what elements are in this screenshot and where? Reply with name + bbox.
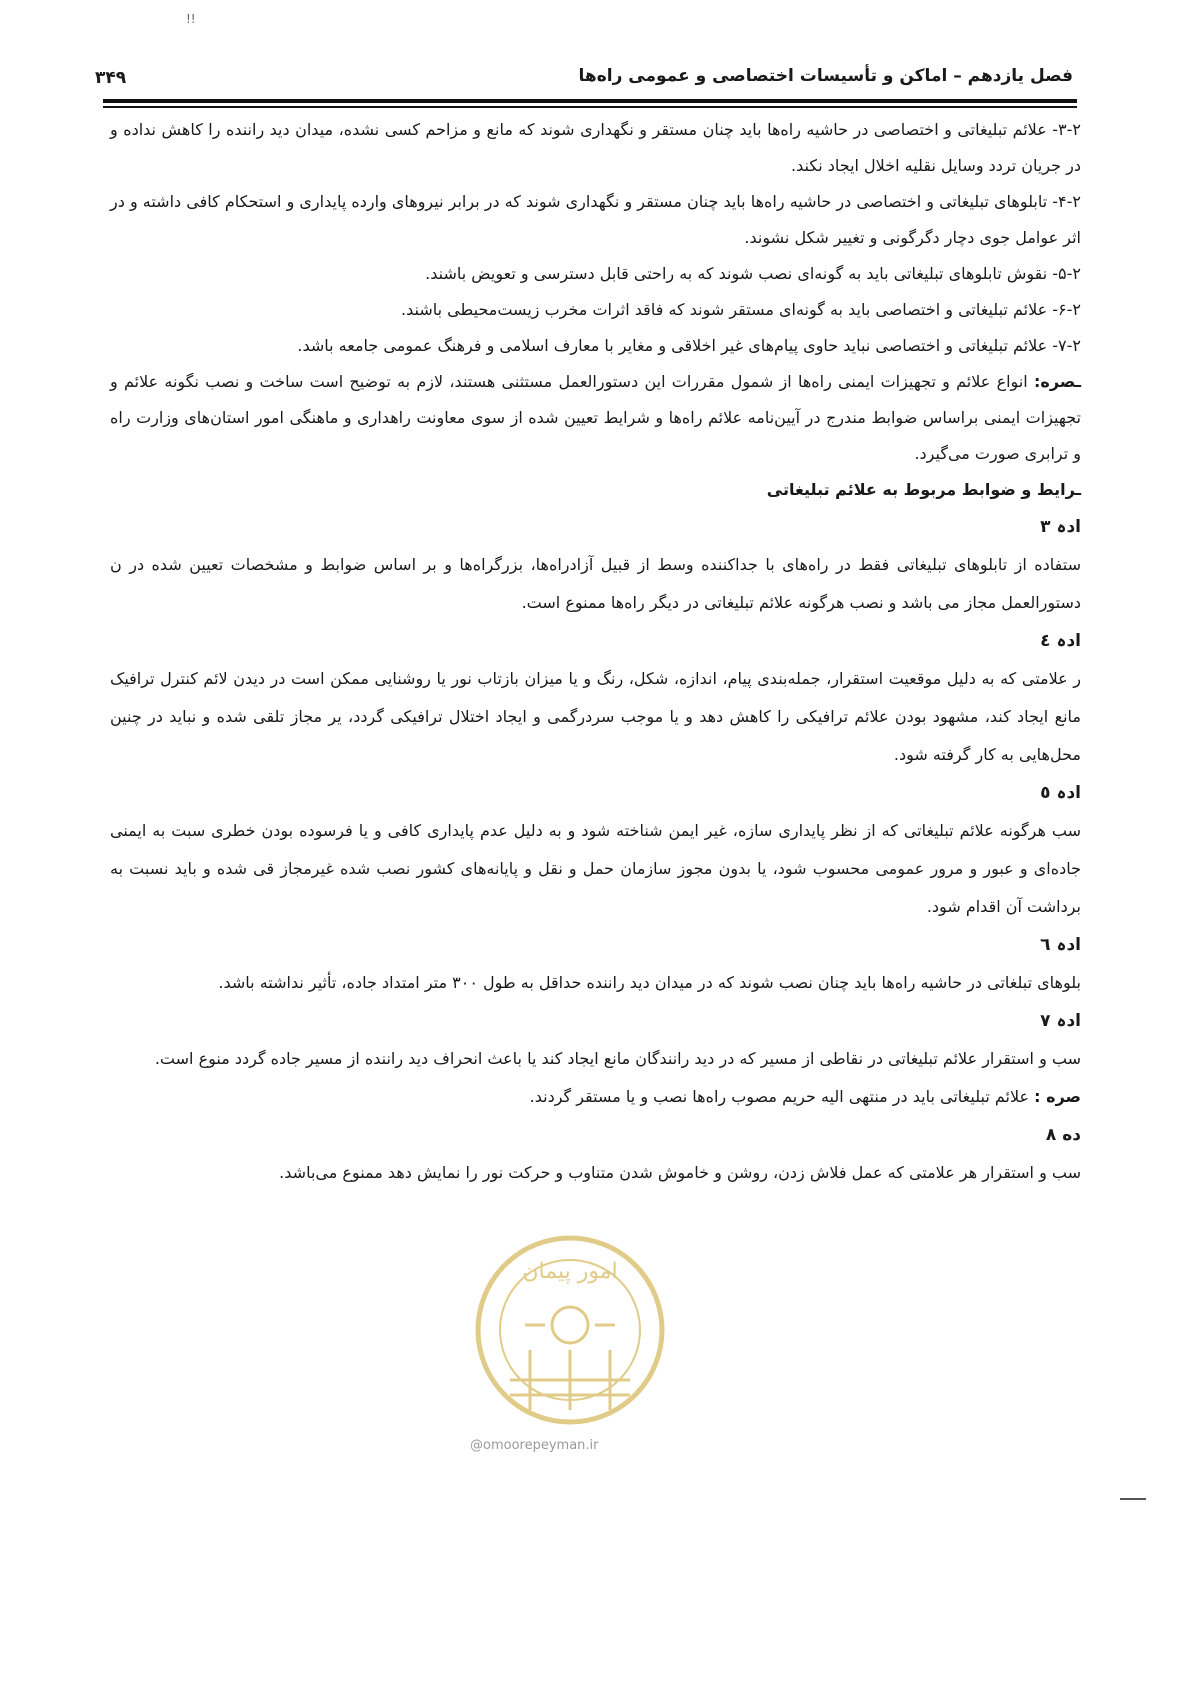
- header-rule-thick: [103, 99, 1077, 103]
- note-label: ـصره:: [1033, 372, 1081, 391]
- article-title: ادہ ٧: [1040, 1011, 1081, 1031]
- list-item: ۷-۲- علائم تبلیغاتی و اختصاصی نباید حاوی پیام‌های غیر اخلاقی و مغایر با معارف اسلامی و فرهنگ عمومی جامعه باشد.: [297, 336, 1081, 355]
- section-heading: ـرایط و ضوابط مربوط به علائم تبلیغاتی: [766, 480, 1081, 499]
- article-title: ادہ ٦: [1040, 935, 1081, 955]
- list-item: ۵-۲- نقوش تابلوهای تبلیغاتی باید به گونه‌ای نصب شوند که به راحتی قابل دسترسی و تعویض باشند.: [425, 264, 1081, 283]
- list-item: ۶-۲- علائم تبلیغاتی و اختصاصی باید به گونه‌ای مستقر شوند که فاقد اثرات مخرب زیست‌محیطی باشند.: [401, 300, 1081, 319]
- note-text: علائم تبلیغاتی باید در منتهی الیه حریم مصوب راه‌ها نصب و یا مستقر گردند.: [529, 1087, 1035, 1106]
- list-item: ۳-۲- علائم تبلیغاتی و اختصاصی در حاشیه راه‌ها باید چنان مستقر و نگهداری شوند که مانع و مزاحم کسی نشده، میدان دید راننده را کاهش نداده و در جریان تردد وسایل نقلیه اخلال ایجاد نکند.: [110, 120, 1081, 175]
- edge-mark: [1120, 1498, 1146, 1500]
- article-title: ادہ ۳: [1040, 517, 1081, 537]
- list-item: ۴-۲- تابلوهای تبلیغاتی و اختصاصی در حاشیه راه‌ها باید چنان مستقر و نگهداری شوند که در برابر نیروهای وارده پایداری و استحکام کافی داشته و در اثر عوامل جوی دچار دگرگونی و تغییر شکل نشوند.: [110, 192, 1081, 247]
- scan-mark: !!: [186, 12, 196, 26]
- page-content: [110, 112, 1081, 1192]
- note-label: صره :: [1034, 1087, 1081, 1106]
- note-paragraph: [110, 1078, 1081, 1116]
- article-body: بلوهای تبلغاتی در حاشیه راه‌ها باید چنان نصب شوند که در میدان دید راننده حداقل به طول ۳۰۰ متر امتداد جاده، تأثیر نداشته باشد.: [218, 973, 1081, 992]
- article-body: سب و استقرار هر علامتی که عمل فلاش زدن، روشن و خاموش شدن متناوب و حرکت نور را نمایش دهد ممنوع می‌باشد.: [279, 1163, 1081, 1182]
- article-body: سب هرگونه علائم تبلیغاتی که از نظر پایداری سازه، غیر ایمن شناخته شود و به دلیل عدم پایداری کافی و یا فرسوده بودن خطری سبت به ایمنی جاده‌ای و عبور و مرور عمومی محسوب شود، یا بدون مجوز سازمان حمل و نقل و پایانه‌های کشور نصب شده غیرمجاز قی شده و باید نسبت به برداشت آن اقدام شود.: [110, 821, 1081, 916]
- article-title: ده ۸: [1045, 1125, 1081, 1145]
- note-paragraph: [110, 364, 1081, 472]
- article-body: سب و استقرار علائم تبلیغاتی در نقاطی از مسیر که در دید رانندگان مانع ایجاد کند یا باعث انحراف دید راننده از مسیر جاده گردد منوع است.: [154, 1049, 1081, 1068]
- watermark-stamp-icon: [470, 1230, 670, 1430]
- page-header: [95, 66, 1073, 100]
- page-number: ۳۴۹: [95, 68, 127, 88]
- note-text: انواع علائم و تجهیزات ایمنی راه‌ها از شمول مقررات این دستورالعمل مستثنی هستند، لازم به توضیح است ساخت و نصب نگونه علائم و تجهیزات ایمنی براساس ضوابط مندرج در آیین‌نامه علائم راه‌ها و شرایط تعیین شده از سوی معاونت راهداری و ماهنگی امور استان‌های وزارت راه و ترابری صورت می‌گیرد.: [110, 372, 1081, 463]
- chapter-title: فصل یازدهم – اماکن و تأسیسات اختصاصی و عمومی راه‌ها: [578, 66, 1073, 86]
- article-title: ادہ ٤: [1040, 631, 1081, 651]
- stamp-text: امور پیمان: [522, 1259, 618, 1284]
- watermark-site: @omoorepeyman.ir: [470, 1438, 599, 1453]
- header-rule-thin: [103, 106, 1077, 108]
- article-body: ر علامتی که به دلیل موقعیت استقرار، جمله‌بندی پیام، اندازه، شکل، رنگ و یا میزان بازتاب نور یا روشنایی ممکن است در دیدن لائم کنترل ترافیک مانع ایجاد کند، مشهود بودن علائم ترافیکی را کاهش دهد و یا موجب سردرگمی و ایجاد اختلال ترافیکی گردد، یر مجاز تلقی شده و نباید در چنین محل‌هایی به کار گرفته شود.: [110, 669, 1081, 764]
- article-body: ستفاده از تابلوهای تبلیغاتی فقط در راه‌های با جداکننده وسط از قبیل آزادراه‌ها، بزرگراه‌ها و بر اساس ضوابط و مشخصات تعیین شده در ن دستورالعمل مجاز می باشد و نصب هرگونه علائم تبلیغاتی در دیگر راه‌ها ممنوع است.: [110, 555, 1081, 612]
- article-title: ادہ ٥: [1040, 783, 1081, 803]
